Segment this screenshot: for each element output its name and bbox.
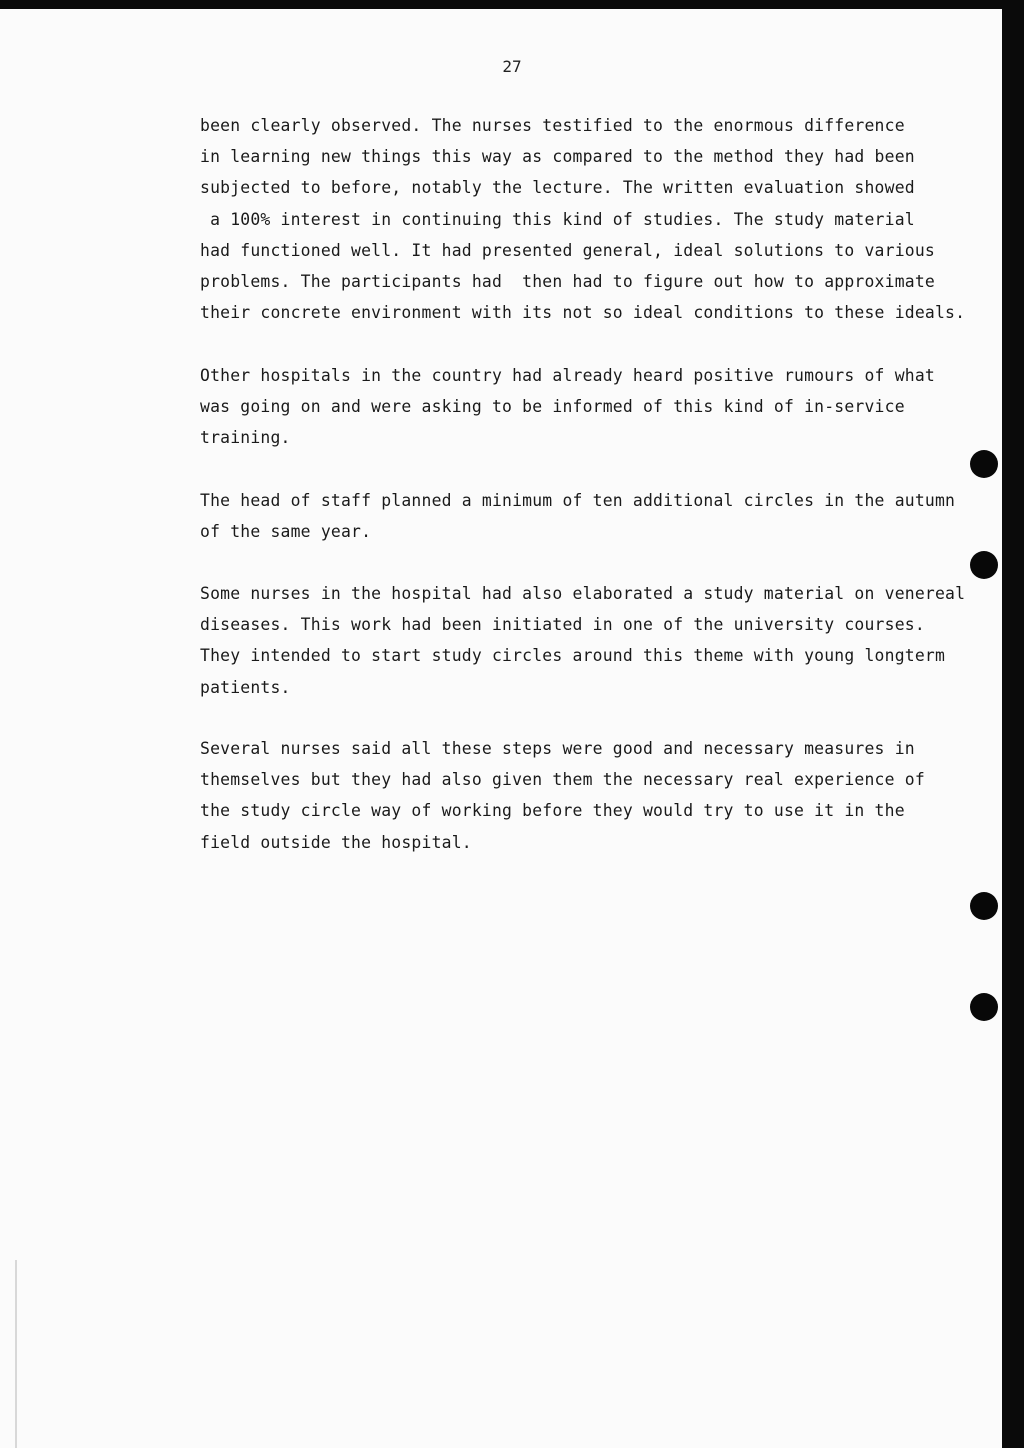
text-line: diseases. This work had been initiated in one of the university courses. xyxy=(200,615,925,635)
text-line: was going on and were asking to be informed of this kind of in-service xyxy=(200,397,905,417)
text-line: They intended to start study circles around this theme with young longterm xyxy=(200,646,946,666)
text-line: themselves but they had also given them the necessary real experience of xyxy=(200,770,925,790)
text-line: The head of staff planned a minimum of ten additional circles in the autumn xyxy=(200,491,956,510)
text-line: a 100% interest in continuing this kind of studies. The study material xyxy=(200,209,915,229)
text-line: patients. xyxy=(200,677,291,697)
text-line: subjected to before, notably the lecture. The written evaluation showed xyxy=(200,178,915,198)
text-line: Some nurses in the hospital had also elaborated a study material on venereal xyxy=(200,584,966,603)
text-line: Other hospitals in the country had already heard positive rumours of what xyxy=(200,366,935,385)
binder-hole-4 xyxy=(970,993,998,1021)
scan-top-border xyxy=(0,0,1024,9)
text-line: the study circle way of working before they would try to use it in the xyxy=(200,801,905,821)
text-line: of the same year. xyxy=(200,522,372,542)
text-line: been clearly observed. The nurses testified to the enormous difference xyxy=(200,116,905,135)
paragraph-4 xyxy=(200,578,1000,703)
binder-hole-1 xyxy=(970,450,998,478)
text-line: Several nurses said all these steps were good and necessary measures in xyxy=(200,739,915,758)
paragraph-5 xyxy=(200,733,1000,858)
paragraph-1 xyxy=(200,110,1000,328)
binder-hole-3 xyxy=(970,892,998,920)
text-line: their concrete environment with its not so ideal conditions to these ideals. xyxy=(200,303,966,323)
text-line: in learning new things this way as compared to the method they had been xyxy=(200,147,915,167)
text-line: had functioned well. It had presented general, ideal solutions to various xyxy=(200,240,935,260)
text-line: problems. The participants had then had to figure out how to approximate xyxy=(200,271,935,291)
page-number: 27 xyxy=(502,57,522,76)
text-line: field outside the hospital. xyxy=(200,832,472,852)
binder-hole-2 xyxy=(970,551,998,579)
scan-right-border xyxy=(1002,0,1024,1448)
text-line: training. xyxy=(200,428,291,448)
paragraph-3 xyxy=(200,485,1000,547)
scan-left-edge-mark xyxy=(15,1260,17,1448)
paragraph-2 xyxy=(200,360,1000,454)
